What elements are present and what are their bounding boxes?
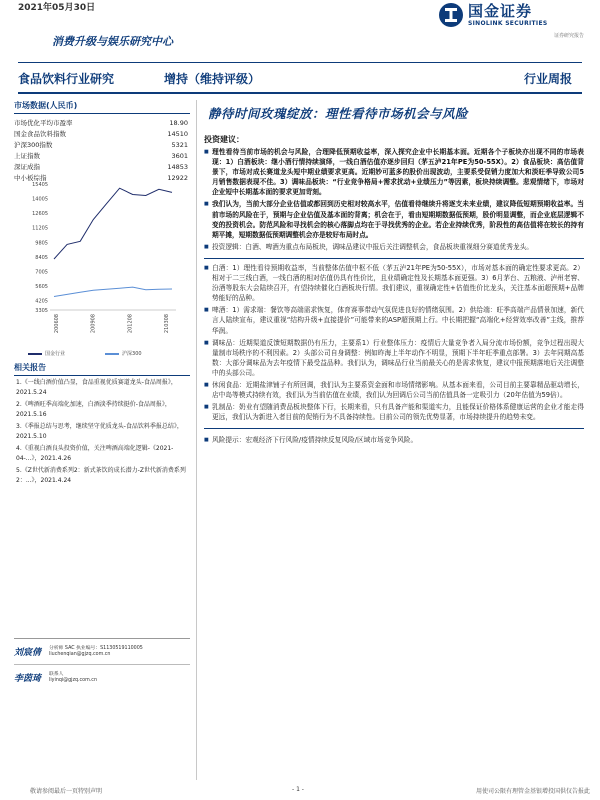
market-row: 沪深300指数 5321 [14,141,188,149]
index-chart [16,180,184,345]
series-line-沪深300 [54,287,172,296]
risk-warning: ■ 风险提示：宏观经济下行风险/疫情持续反复风险/区域市场竞争风险。 [204,435,584,445]
paragraph: ■ 休闲食品：近期盐津铺子有所回调，我们认为主要系资金面和市场情绪影响。从基本面来看，公司目前主要靠精品驱动增长，店中岛等模式持续有效，我们认为当前估值在业绩，我们认为回调后公司当前估值具备一定吸引力（20年估值为59倍）。 [204,380,584,400]
analyst-name: 李茵琦 [14,674,42,684]
analyst-email[interactable]: liuchenqian@gjzq.com.cn [49,651,111,657]
related-report-link[interactable]: 1.《一线白酒价值凸显，食品重视优质赛道龙头-食品周报》，2021.5.24 [16,379,177,396]
sector-box [204,258,584,429]
logo-en: SINOLINK SECURITIES [468,20,548,27]
related-report-link[interactable]: 4.《重视白酒良头投资价值，关注啤酒高端化逻辑-《2021-04-...》，2021.4.26 [16,445,174,462]
market-row: 深证成指 14853 [14,163,188,171]
paragraph: ■ 调味品：近期渠道反馈短期数据仍有压力，主要系1）行业整体压力：疫情后大量竞争者入局分流市场份额，竞争过程出现大量制市场秩序的不利因素。2）头部公司自身调整：例如昨海上半年动作不明显，预期下半年旺季重点部署。3）去年同期高基数：大部分调味品为去年疫情下最受益品种。我们认为，调味品行业当前最关心的是需求恢复，建议中报预期落地后关注调整中的头部公司。 [204,338,584,378]
analyst-email[interactable]: liyinqi@gjzq.com.cn [49,677,97,683]
report-title: 静待时间玫瑰绽放：理性看待市场机会与风险 [208,106,469,121]
rating-label: 增持（维持评级） [164,72,261,86]
y-tick-label: 8405 [35,254,48,261]
market-row: 上证指数 3601 [14,152,188,160]
footer-disclaimer: 敬请参阅最后一页特别声明 [30,788,103,795]
y-tick-label: 11205 [32,225,48,232]
y-tick-label: 14005 [32,196,48,203]
analyst-cert: 联系人 [49,671,64,677]
logo-cn: 国金证券 [468,2,533,20]
page-number: - 1 - [292,786,304,793]
paragraph: ■ 我们认为，当前大部分企业估值或都回到历史相对较高水平，估值看待继续升将逐支未来业绩，建议降低短期预期收益率。当前市场的风险在于，预期与企业估值及基本面的背离；机会在于，看由短期期数据低预期，股价明显调整，而企业底层逻辑不变的投资机会。防范风险和寻找机会的核心落脚点均在于寻找优秀的企业。若企业持续优秀，阶段性的高估值将在较长的持有期平摊，短期数据低预期调整机会亦是较好布局时点。 [204,199,584,239]
y-tick-label: 15405 [32,182,48,188]
header-rule [18,62,582,63]
analyst-name: 刘宸倩 [14,648,42,658]
analyst-block [14,638,190,690]
market-row: 国金食品饮料指数 14510 [14,130,188,138]
y-tick-label: 12605 [32,211,48,218]
header-bar [18,92,582,94]
x-tick-label: 200908 [90,314,97,334]
x-tick-label: 200608 [54,314,60,334]
market-row: 中小板综指 12922 [14,174,188,182]
x-tick-label: 201208 [127,314,134,334]
y-tick-label: 4205 [35,298,48,305]
y-tick-label: 9805 [35,240,48,247]
industry-label: 食品饮料行业研究 [18,72,115,86]
footer-watermark: 用使司公限有理管金基银增投国供仅告报此 [475,788,590,795]
report-date: 2021年05月30日 [18,3,96,13]
y-tick-label: 5605 [35,284,48,291]
series-line-国金行业 [54,188,172,259]
column-divider [196,100,197,780]
y-tick-label: 3305 [35,308,48,314]
paragraph: ■ 理性看待当前市场的机会与风险，合理降低预期收益率，深入探究企业中长期基本面。近期各个子板块亦出现不同的市场表现：1）白酒板块：继小酒行情持续演绎，一线白酒估值亦逐步回归（茅五泸21年PE为50-55X）。2）食品板块：高估值背景下，市场对成长赛道龙头短中期业绩要求更高。近期妙可蓝多的股价出现波动，主要系受促销力度加大和淡旺季导致公司5月销售数据表现不佳。3）调味品板块：“行业竞争格局+需求扰动+业绩压力”等因素，板块持续调整。悲观情绪下，市场对企业短中长期基本面的要求更加苛刻。 [204,147,584,197]
x-tick-label: 210308 [164,314,170,334]
chart-legend [28,350,142,357]
market-data-title: 市场数据(人民币) [14,100,190,114]
market-row: 市场优化平均市盈率 18.90 [14,119,188,127]
legend-item: 国金行业 [28,350,65,357]
related-report-link[interactable]: 5.《Z世代新消费系列2：新式茶饮的成长潜力-Z世代新消费系列2：...》，2021.4.24 [16,467,186,484]
market-data-panel [14,100,188,184]
related-reports-list [16,378,190,488]
legend-item: 沪深300 [105,350,142,357]
related-report-link[interactable]: 3.《季报总结与思考，继续坚守优质龙头-食品饮料季报总结》，2021.5.10 [16,423,183,440]
related-report-link[interactable]: 2.《啤酒旺季高端化加速，白酒淡季持续挺价-食品周报》，2021.5.16 [16,401,171,418]
paragraph: ■ 白酒：1）理性看待预期收益率，当前整体估值中枢不低（茅五泸21年PE为50-55X），市场对基本面的确定性要求更高。2）相对于二三线白酒，一线白酒的相对估值仍具有性价比，且业绩确定性及长期基本面更强。3）6月茅台、五粮液、泸州老窖、汾酒等股东大会陆续召开，有望持续催化白酒板块行情。我们建议，重视确定性+估值性价比龙头，关注基本面超预期+品牌势能好的品种。 [204,263,584,303]
main-content [204,104,584,447]
y-tick-label: 7005 [35,269,48,276]
logo-mark-icon [438,2,464,28]
research-center: 消费升级与娱乐研究中心 [52,35,173,48]
paragraph: ■ 啤酒：1）需求端：餐饮等高端需求恢复，体育赛事带动气氛促进良好的情绪氛围。2）供给端：旺季高端产品情景加速，新代言人陆续宣布，建议重视“结构升级+直接提价”可能带来的ASP超预期上行。中长期把握“高端化+经营效率改善”主线，推荐华润。 [204,305,584,335]
brand-logo [438,0,586,40]
report-type: 行业周报 [523,72,572,86]
advice-heading: 投资建议： [204,135,244,144]
analyst-cert: 分析师 SAC 执业编号：S1130519110005 [49,645,143,651]
logo-sub: 证券研究报告 [553,33,584,39]
paragraph: ■ 投资逻辑：白酒、啤酒为重点布局板块，调味品建议中报后关注调整机会，食品板块重视细分赛道优秀龙头。 [204,242,584,252]
paragraph: ■ 乳制品：奶业有望随消费品板块整体下行，长期来看，只有具备产能和渠道实力，且能保证价格体系健康运营的企业才能走得更远，我们认为新进入者目前的促销行为不具备持续性。目前公司的领先优势显著，市场持续提升的趋势未变。 [204,402,584,422]
related-reports-title: 相关报告 [14,362,190,376]
